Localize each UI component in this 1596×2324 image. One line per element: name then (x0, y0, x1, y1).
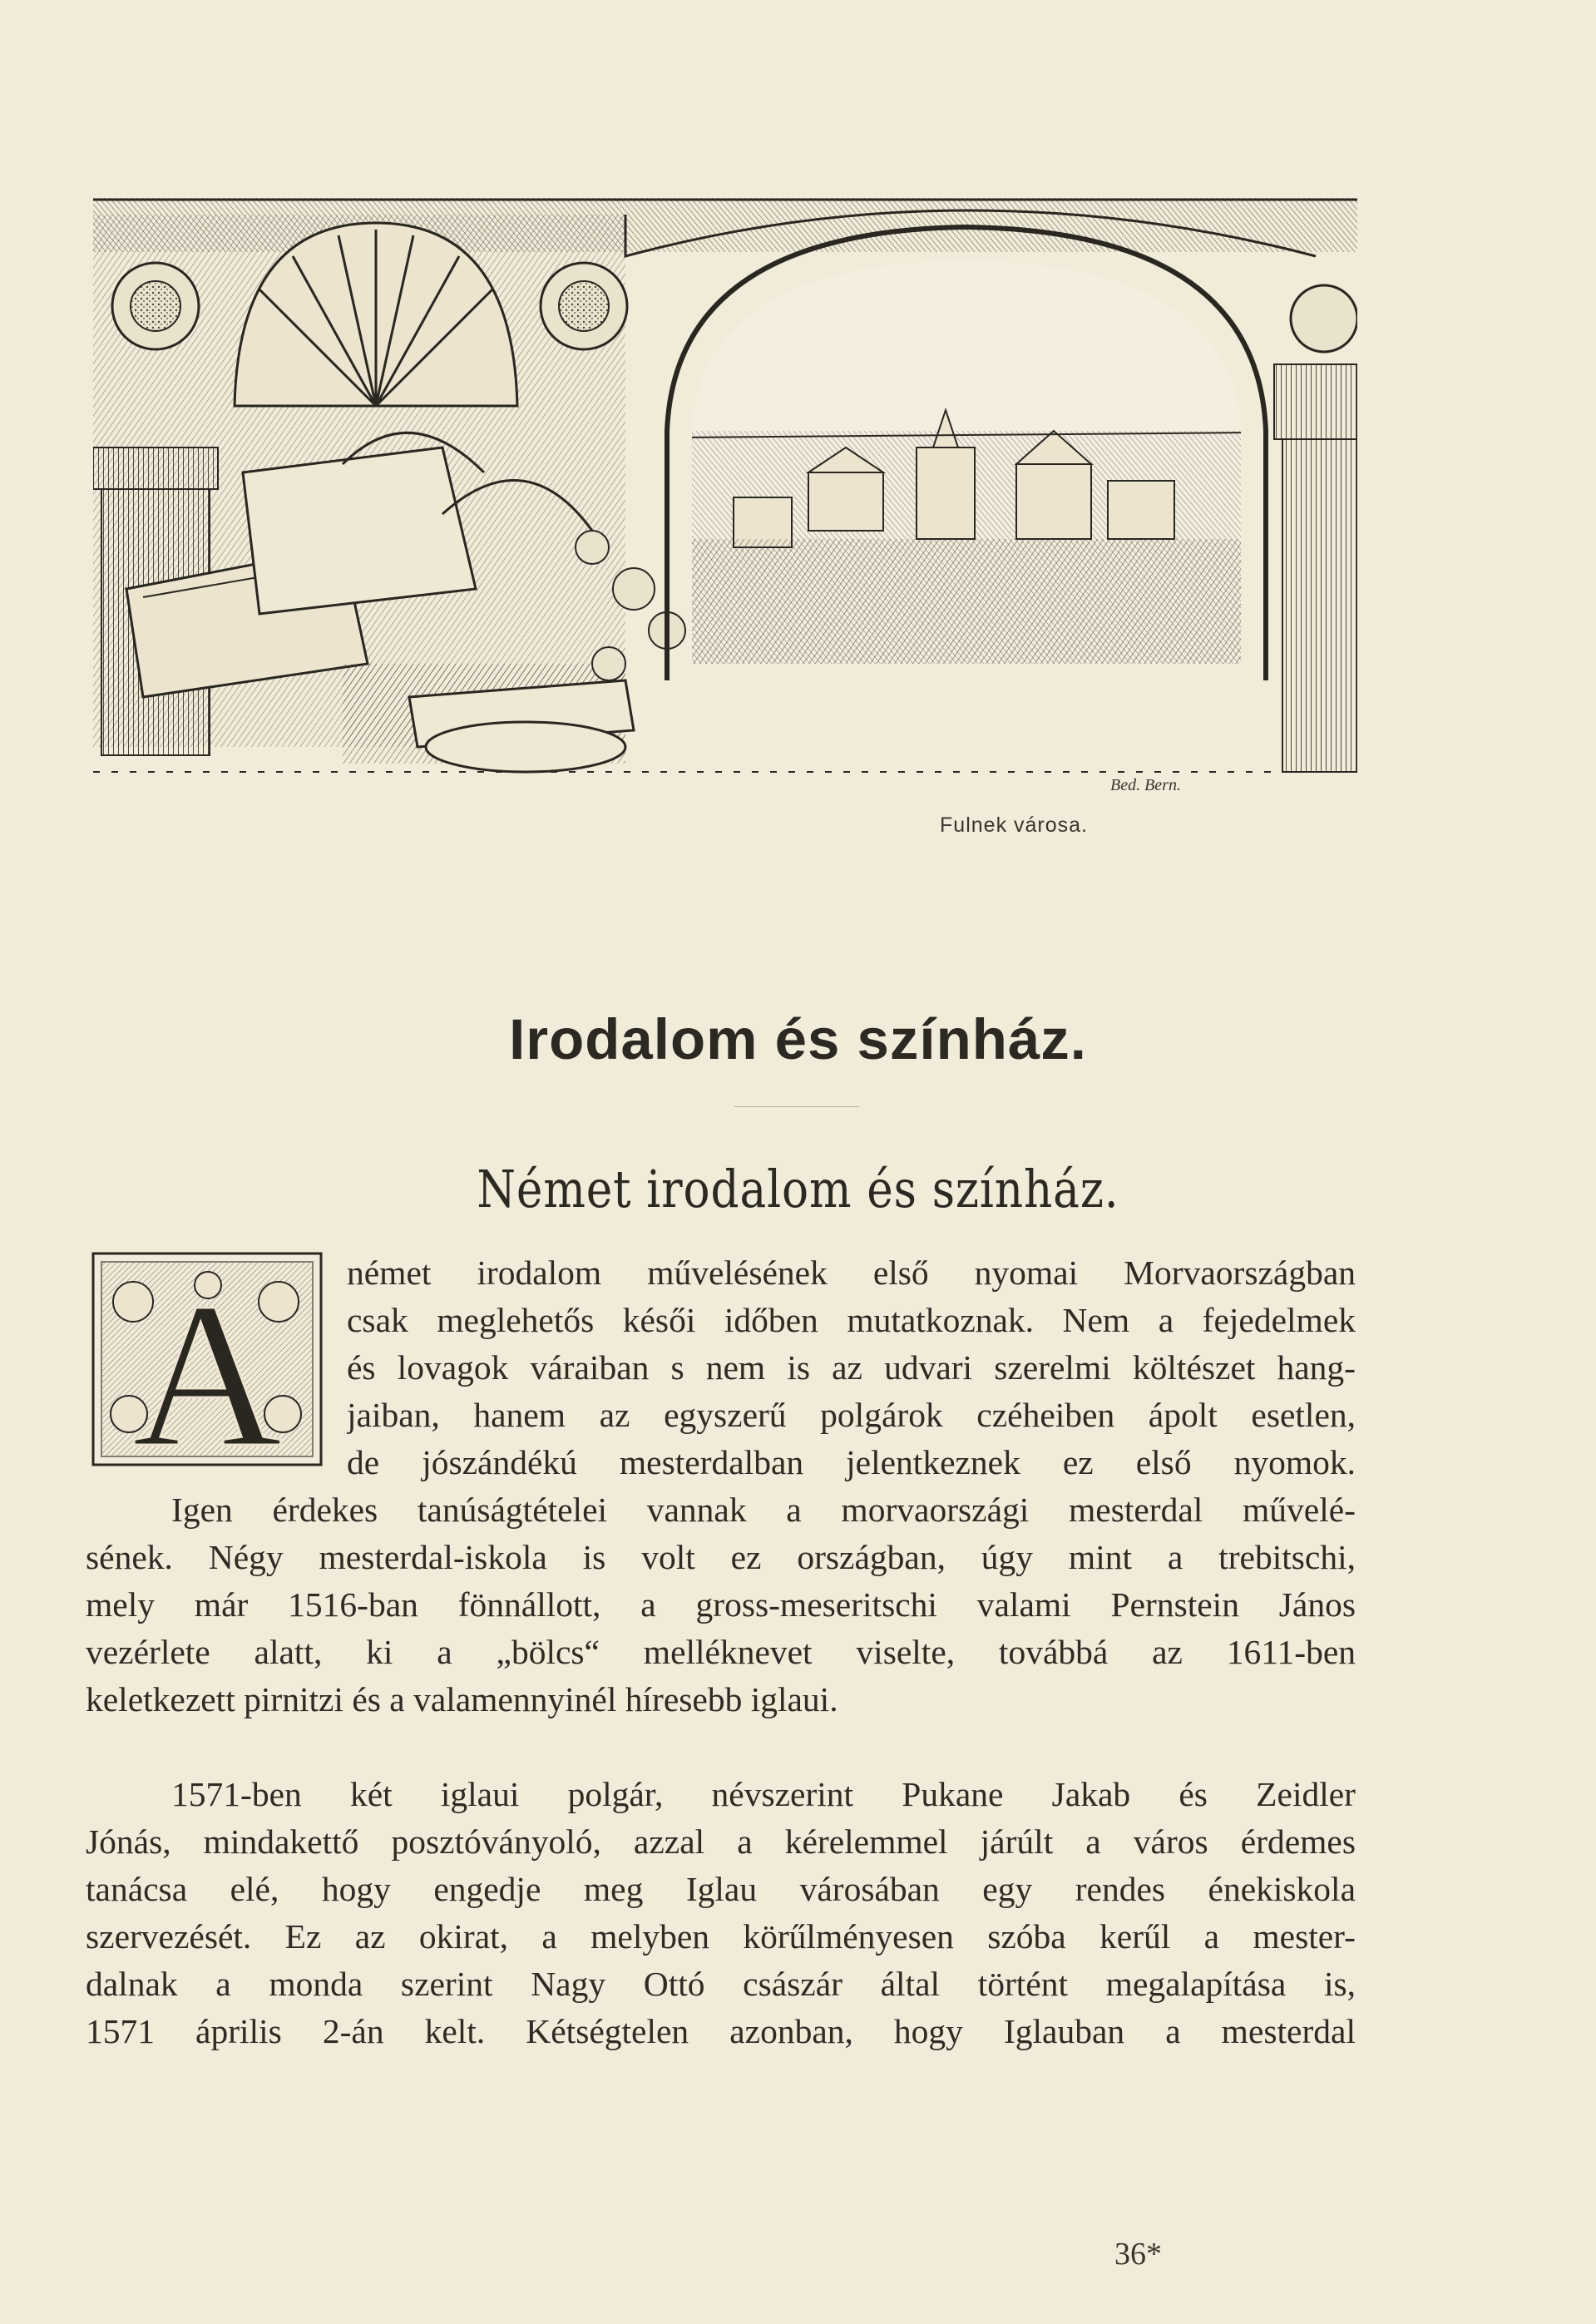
paragraph-2 (86, 1486, 1356, 1723)
text-line: 1571-ben két iglaui polgár, névszerint Pukane Jakab és Zeidler (171, 1775, 1356, 1813)
text-line: Igen érdekes tanúságtételei vannak a morvaországi mesterdal művelé- (171, 1491, 1356, 1529)
text-line: és lovagok váraiban s nem is az udvari szerelmi költészet hang- (347, 1348, 1356, 1387)
text-line: mely már 1516-ban fönnállott, a gross-meseritschi valami Pernstein János (86, 1585, 1356, 1624)
page-number: 36* (1114, 2237, 1162, 2272)
section-subtitle: Német irodalom és színház. (477, 1159, 1119, 1219)
text-line: tanácsa elé, hogy engedje meg Iglau városában egy rendes énekiskola (86, 1870, 1356, 1908)
ornamental-initial-icon (91, 1252, 323, 1466)
text-line: német irodalom művelésének első nyomai Morvaországban (347, 1253, 1356, 1292)
text-line: szervezését. Ez az okirat, a melyben körűlményesen szóba kerűl a mester- (86, 1917, 1356, 1956)
engraving-icon (93, 198, 1357, 813)
text-line: csak meglehetős késői időben mutatkoznak. Nem a fejedelmek (347, 1301, 1356, 1339)
divider (734, 1106, 859, 1107)
text-line: keletkezett pirnitzi és a valamennyinél híresebb iglaui. (86, 1680, 838, 1718)
dropcap-letter: A (131, 1260, 283, 1466)
fulnek-engraving-illustration (93, 198, 1357, 813)
text-line: de jószándékú mesterdalban jelentkeznek ez első nyomok. (347, 1443, 1356, 1481)
dropcap-initial (91, 1252, 323, 1466)
engraver-signature: Bed. Bern. (1110, 776, 1181, 794)
text-line: sének. Négy mesterdal-iskola is volt ez országban, úgy mint a trebitschi, (86, 1538, 1356, 1576)
text-line: 1571 április 2-án kelt. Kétségtelen azonban, hogy Iglauban a mesterdal (86, 2012, 1356, 2050)
paragraph-1 (347, 1249, 1356, 1486)
illustration-caption: Fulnek városa. (940, 813, 1088, 837)
text-line: dalnak a monda szerint Nagy Ottó császár által történt megalapítása is, (86, 1965, 1356, 2003)
text-line: Jónás, mindakettő posztóványoló, azzal a kérelemmel járúlt a város érdemes (86, 1822, 1356, 1861)
text-line: vezérlete alatt, ki a „bölcs“ melléknevet viselte, továbbá az 1611-ben (86, 1633, 1356, 1671)
text-line: jaiban, hanem az egyszerű polgárok czéheiben ápolt esetlen, (347, 1396, 1356, 1434)
paragraph-3 (86, 1771, 1356, 2055)
chapter-title: Irodalom és színház. (509, 1007, 1087, 1071)
